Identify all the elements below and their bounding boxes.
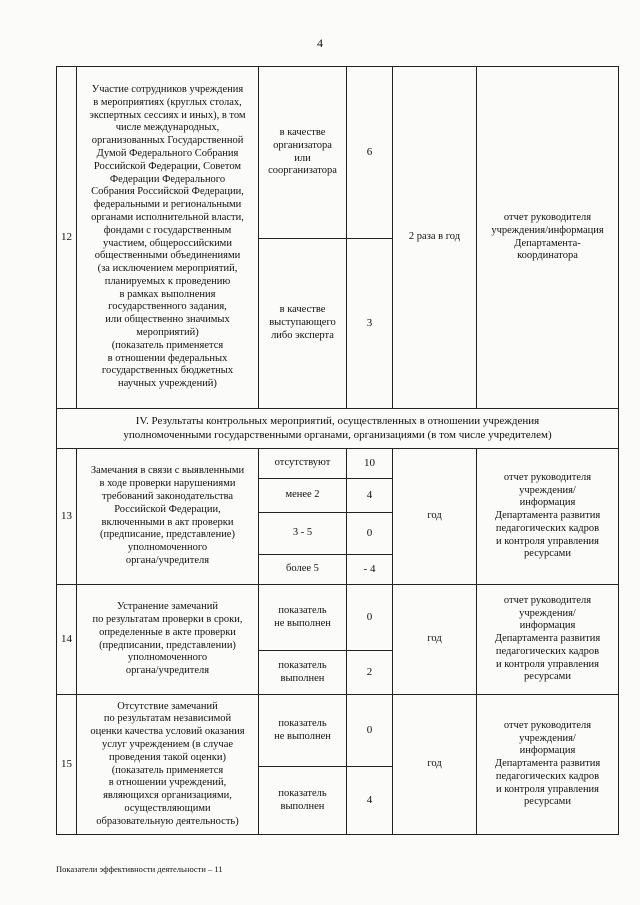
indicators-table [56,66,619,835]
criterion-label: более 5 [259,555,347,585]
table-row-12 [57,67,619,239]
criterion-label: показатель выполнен [259,651,347,695]
section-iv-heading: IV. Результаты контрольных мероприятий, осуществленных в отношении учреждения уполномоченными государственными органами, организациями (в том числе учредителем) [57,409,619,449]
page-number: 4 [317,36,323,50]
indicator-description: Отсутствие замечаний по результатам независимой оценки качества условий оказания услуг учреждением (в случае проведения такой оценки) (показатель применяется в отношении учреждений, являющихся организациями, осуществляющими образовательную деятельность) [77,695,259,835]
criterion-label: отсутствуют [259,449,347,479]
row-number: 12 [57,67,77,409]
criterion-score: 3 [347,239,393,409]
report-source: отчет руководителя учреждения/ информация Департамента развития педагогических кадров и контроля управления ресурсами [477,695,619,835]
criterion-label: менее 2 [259,479,347,513]
criterion-label: в качестве выступающего либо эксперта [259,239,347,409]
reporting-period: 2 раза в год [393,67,477,409]
report-source: отчет руководителя учреждения/ информация Департамента развития педагогических кадров и контроля управления ресурсами [477,449,619,585]
criterion-label: показатель не выполнен [259,695,347,767]
criterion-score: 0 [347,585,393,651]
table-row-15 [57,695,619,767]
row-number: 13 [57,449,77,585]
criterion-score: 4 [347,479,393,513]
criterion-label: 3 - 5 [259,513,347,555]
criterion-score: 2 [347,651,393,695]
page-footer: Показатели эффективности деятельности – 11 [56,864,223,874]
reporting-period: год [393,449,477,585]
indicator-description: Участие сотрудников учреждения в мероприятиях (круглых столах, экспертных сессиях и иных), в том числе международных, организованных Государственной Думой Федерального Собрания Российской Федерации, Советом Федерации Федерального Собрания Российской Федерации, федеральными и региональными органами исполнительной власти, фондами с государственным участием, общероссийскими общественными объединениями (за исключением мероприятий, планируемых к проведению в рамках выполнения государственного задания, или общественно значимых мероприятий) (показатель применяется в отношении федеральных государственных бюджетных научных учреждений) [77,67,259,409]
criterion-label: в качестве организатора или соорганизатора [259,67,347,239]
criterion-score: 10 [347,449,393,479]
row-number: 14 [57,585,77,695]
reporting-period: год [393,585,477,695]
criterion-label: показатель выполнен [259,767,347,835]
indicator-description: Замечания в связи с выявленными в ходе проверки нарушениями требований законодательства Российской Федерации, включенными в акт проверки (предписание, представление) уполномоченного органа/учредителя [77,449,259,585]
criterion-score: 0 [347,513,393,555]
criterion-score: 4 [347,767,393,835]
criterion-score: - 4 [347,555,393,585]
criterion-score: 0 [347,695,393,767]
criterion-label: показатель не выполнен [259,585,347,651]
reporting-period: год [393,695,477,835]
table-row-13 [57,449,619,479]
section-header-row [57,409,619,449]
report-source: отчет руководителя учреждения/информация Департамента- координатора [477,67,619,409]
table-row-14 [57,585,619,651]
report-source: отчет руководителя учреждения/ информация Департамента развития педагогических кадров и контроля управления ресурсами [477,585,619,695]
criterion-score: 6 [347,67,393,239]
row-number: 15 [57,695,77,835]
indicator-description: Устранение замечаний по результатам проверки в сроки, определенные в акте проверки (предписании, представлении) уполномоченного органа/учредителя [77,585,259,695]
